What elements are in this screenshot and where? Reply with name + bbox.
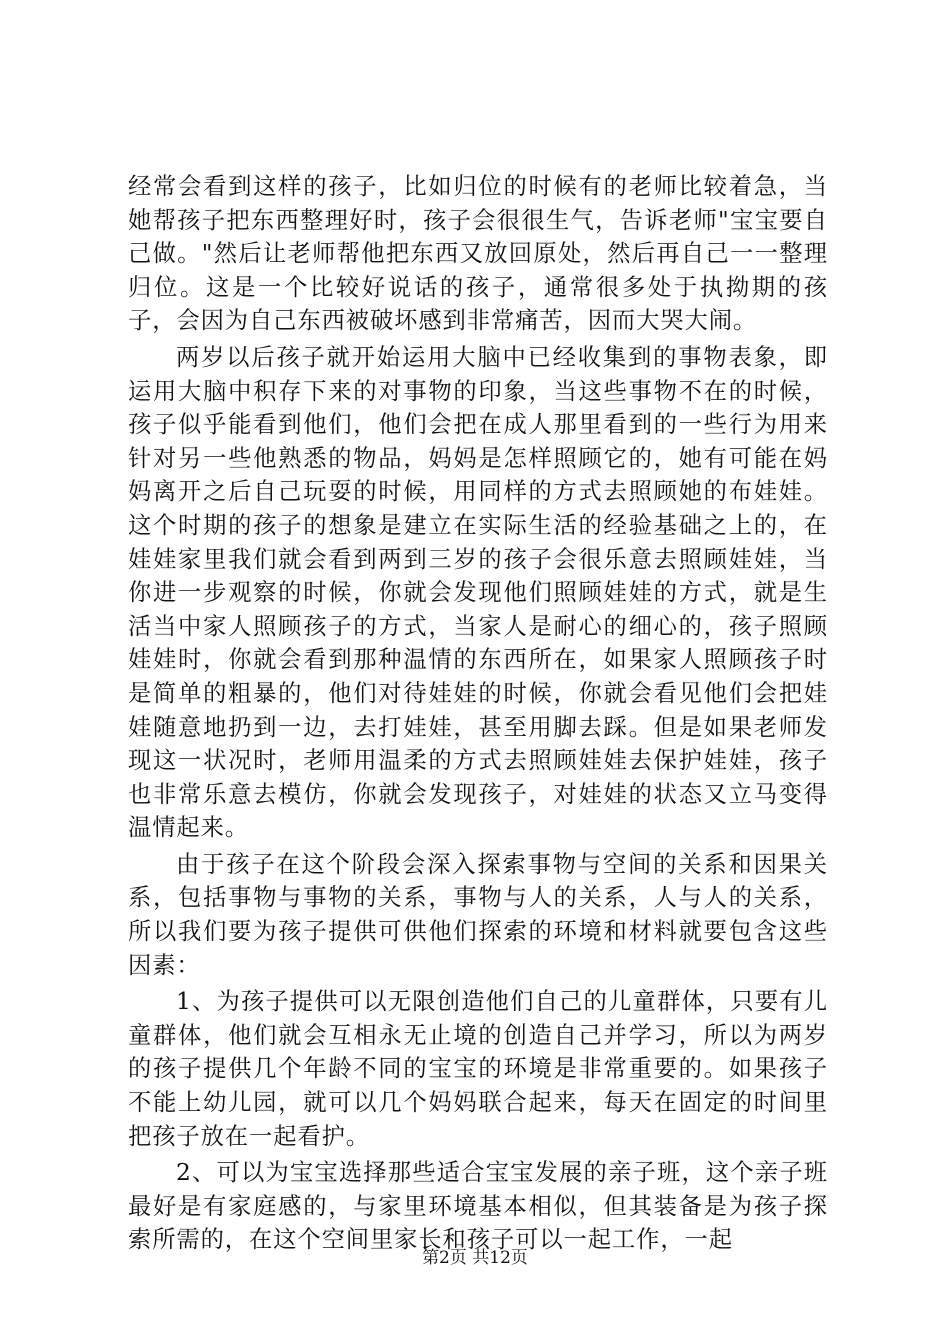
- page-footer: 第2页 共12页: [422, 1248, 528, 1268]
- list-item-2: 2、可以为宝宝选择那些适合宝宝发展的亲子班，这个亲子班最好是有家庭感的，与家里环境基本相似，但其装备是为孩子探索所需的，在这个空间里家长和孩子可以一起工作，一起: [128, 1159, 828, 1254]
- paragraph-2: 两岁以后孩子就开始运用大脑中已经收集到的事物表象，即运用大脑中积存下来的对事物的印象，当这些事物不在的时候，孩子似乎能看到他们，他们会把在成人那里看到的一些行为用来针对另一些他熟悉的物品，妈妈是怎样照顾它的，她有可能在妈妈离开之后自己玩耍的时候，用同样的方式去照顾她的布娃娃。这个时期的孩子的想象是建立在实际生活的经验基础之上的，在娃娃家里我们就会看到两到三岁的孩子会很乐意去照顾娃娃，当你进一步观察的时候，你就会发现他们照顾娃娃的方式，就是生活当中家人照顾孩子的方式，当家人是耐心的细心的，孩子照顾娃娃时，你就会看到那种温情的东西所在，如果家人照顾孩子时是简单的粗暴的，他们对待娃娃的时候，你就会看见他们会把娃娃随意地扔到一边，去打娃娃，甚至用脚去踩。但是如果老师发现这一状况时，老师用温柔的方式去照顾娃娃去保护娃娃，孩子也非常乐意去模仿，你就会发现孩子，对娃娃的状态又立马变得温情起来。: [128, 343, 828, 842]
- document-body: [128, 170, 828, 1260]
- paragraph-1: 经常会看到这样的孩子，比如归位的时候有的老师比较着急，当她帮孩子把东西整理好时，孩子会很很生气，告诉老师"宝宝要自己做。"然后让老师帮他把东西又放回原处，然后再自己一一整理归位。这是一个比较好说话的孩子，通常很多处于执拗期的孩子，会因为自己东西被破坏感到非常痛苦，因而大哭大闹。: [128, 173, 828, 335]
- paragraph-3: 由于孩子在这个阶段会深入探索事物与空间的关系和因果关系，包括事物与事物的关系，事物与人的关系，人与人的关系，所以我们要为孩子提供可供他们探索的环境和材料就要包含这些因素：: [128, 850, 828, 979]
- list-item-1: 1、为孩子提供可以无限创造他们自己的儿童群体，只要有儿童群体，他们就会互相永无止境的创造自己并学习，所以为两岁的孩子提供几个年龄不同的宝宝的环境是非常重要的。如果孩子不能上幼儿园，就可以几个妈妈联合起来，每天在固定的时间里把孩子放在一起看护。: [128, 988, 828, 1150]
